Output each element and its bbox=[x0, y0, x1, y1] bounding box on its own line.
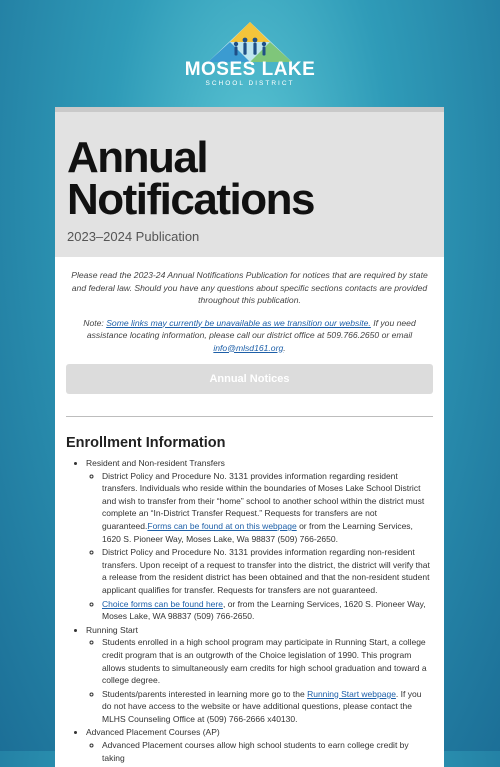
sub-list-item bbox=[102, 688, 433, 726]
list-item bbox=[86, 624, 433, 726]
title-line-1: Annual bbox=[67, 133, 208, 182]
page-title bbox=[67, 133, 432, 224]
transfer-forms-link[interactable]: Forms can be found at on this webpage bbox=[147, 520, 297, 531]
sub-item-text: District Policy and Procedure No. 3131 provides information regarding non-resident transfers. Upon receipt of a request to transfer into the district, the district will verify that a release from the resident district has been obtained and that the non-resident student applicant qualifies for transfer. Requests for transfers are not guaranteed. bbox=[102, 547, 430, 595]
district-logo bbox=[0, 20, 500, 88]
section-heading: Enrollment Information bbox=[66, 435, 226, 451]
list-item bbox=[86, 726, 433, 764]
newsletter-card bbox=[55, 107, 444, 767]
choice-forms-link[interactable]: Choice forms can be found here bbox=[102, 598, 223, 609]
sub-list-item bbox=[102, 546, 433, 596]
logo-subtitle: SCHOOL DISTRICT bbox=[205, 80, 295, 87]
sub-item-after: or from the Learning Services, 1620 S. Pioneer Way, Moses Lake, Wa 98837 (509) 766-2650. bbox=[102, 520, 413, 544]
website-transition-link[interactable]: Some links may currently be unavailable as we transition our website. bbox=[106, 317, 371, 328]
sub-list-item bbox=[102, 598, 433, 623]
hero-banner bbox=[55, 107, 444, 257]
item-label: Running Start bbox=[86, 624, 138, 635]
note-middle: If you need assistance locating information, please call our district office at 509.766.2650 or email bbox=[86, 317, 416, 340]
running-start-link[interactable]: Running Start webpage bbox=[307, 688, 396, 699]
logo-name: MOSES LAKE bbox=[184, 59, 316, 80]
sub-list-item bbox=[102, 470, 433, 546]
email-link[interactable]: info@mlsd161.org bbox=[213, 342, 284, 353]
annual-notices-button[interactable]: Annual Notices bbox=[66, 364, 433, 394]
sub-list-item bbox=[102, 636, 433, 686]
sub-item-after: . If you do not have access to the website or have additional questions, please contact the MLHS Counseling Office at (509) 766-2666 x40130. bbox=[102, 688, 422, 724]
list-item bbox=[86, 457, 433, 623]
sub-item-text: Advanced Placement courses allow high school students to earn college credit by taking bbox=[102, 740, 409, 763]
note-prefix: Note: bbox=[83, 317, 107, 328]
item-label: Advanced Placement Courses (AP) bbox=[86, 727, 220, 738]
sub-item-text: Students enrolled in a high school program may participate in Running Start, a college credit program that is an outgrowth of the Choice legislation of 1990. This program allows students to simultaneously earn credits for high school graduation and toward a college degree. bbox=[102, 637, 427, 686]
sub-item-text: Students/parents interested in learning more go to the bbox=[102, 688, 308, 699]
mountain-logo-icon bbox=[200, 20, 300, 62]
note-end: . bbox=[283, 342, 286, 353]
intro-text bbox=[55, 257, 444, 354]
enrollment-list bbox=[66, 457, 433, 764]
sub-list-item bbox=[102, 739, 433, 764]
publication-year: 2023–2024 Publication bbox=[67, 229, 200, 244]
divider bbox=[66, 416, 433, 417]
sub-item-text: District Policy and Procedure No. 3131 provides information regarding resident transfers. Individuals who reside within the boundaries of Moses Lake School District and wish to transfer from their “home” school to another school within the district must complete an “In-District Transfer Request.” Requests for transfers are not guaranteed. bbox=[102, 470, 425, 531]
intro-note bbox=[65, 317, 434, 355]
intro-paragraph: Please read the 2023-24 Annual Notifications Publication for notices that are required by state and federal law. Should you have any questions about specific sections contacts are provided throughout this publication. bbox=[71, 270, 428, 305]
sub-item-after: , or from the Learning Services, 1620 S. Pioneer Way, Moses Lake, WA 98837 (509) 766-2650. bbox=[102, 598, 426, 622]
item-label: Resident and Non-resident Transfers bbox=[86, 458, 225, 468]
title-line-2: Notifications bbox=[67, 175, 314, 224]
enrollment-section bbox=[55, 435, 444, 764]
